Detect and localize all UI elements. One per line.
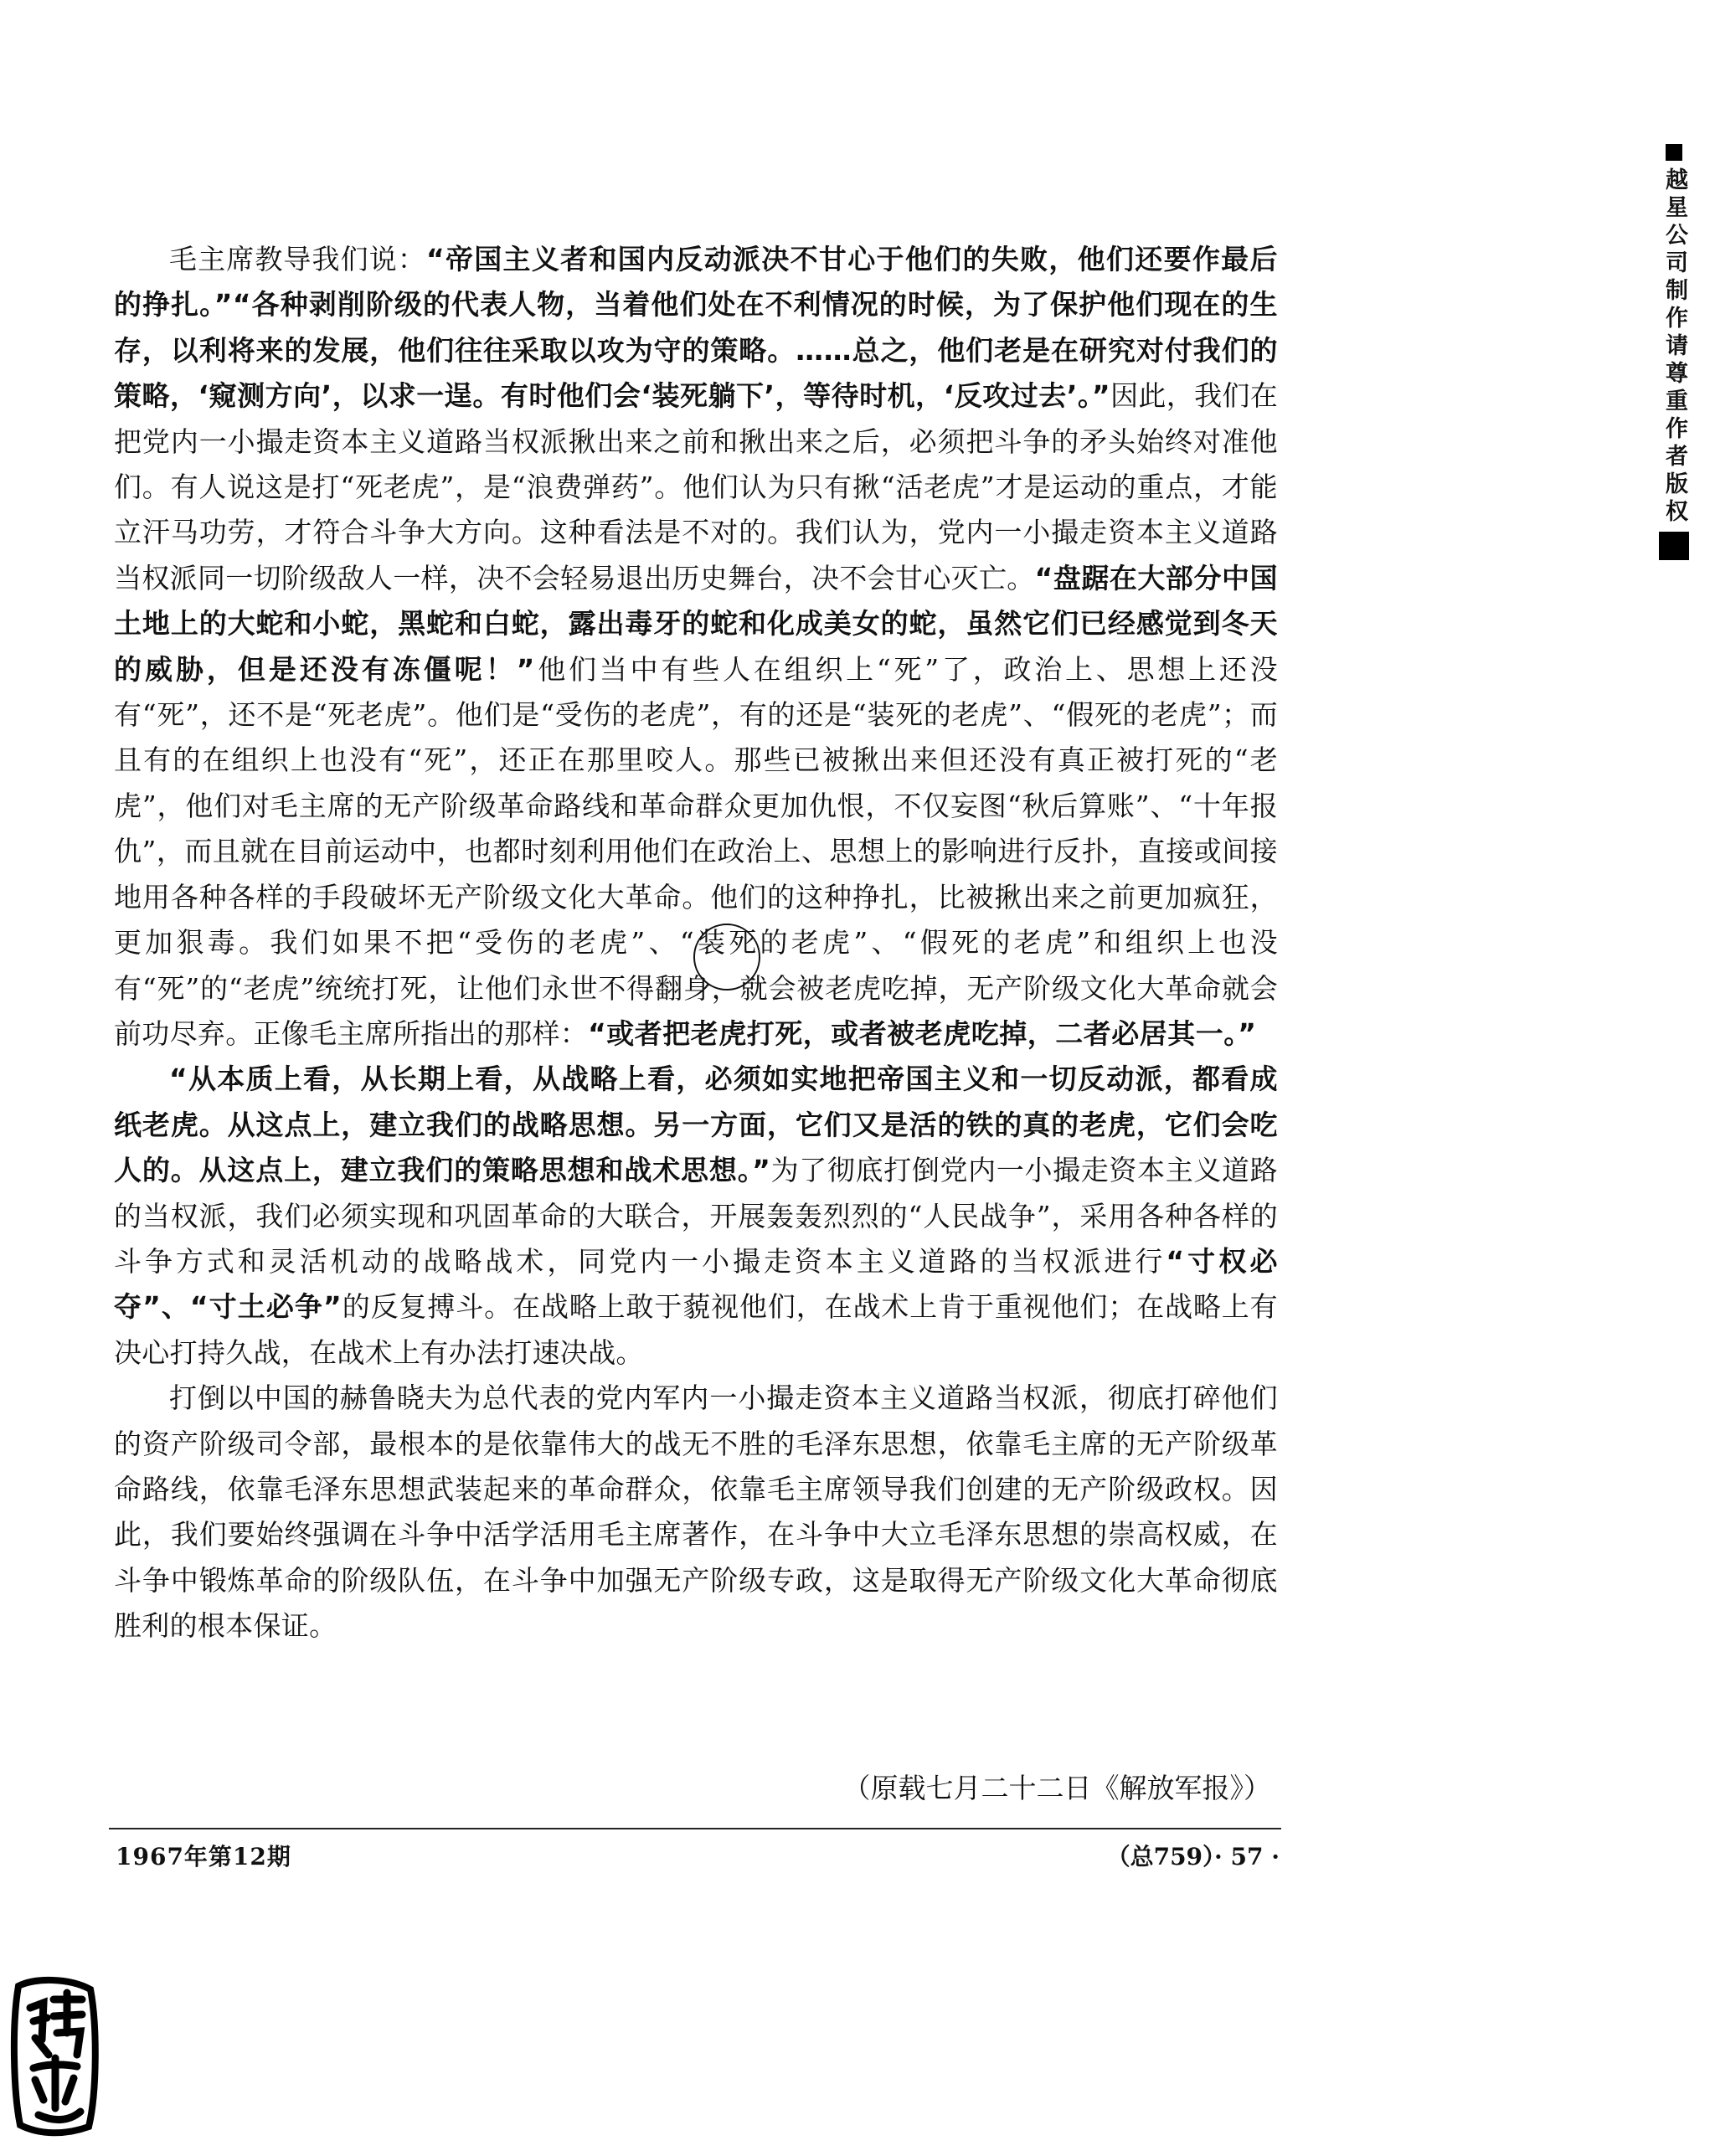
- banner-bottom-mark: [1659, 532, 1689, 560]
- body-text-run: 的反复搏斗。在战略上敢于藐视他们，在战术上肯于重视他们；在战略上有决心打持久战，在战术上有办法打速决战。: [114, 1290, 1278, 1369]
- body-text-run: 打倒以中国的赫鲁晓夫为总代表的党内军内一小撮走资本主义道路当权派，彻底打碎他们的资产阶级司令部，最根本的是依靠伟大的战无不胜的毛泽东思想，依靠毛主席的无产阶级革命路线，依靠毛泽东思想武装起来的革命群众，依靠毛主席领导我们创建的无产阶级政权。因此，我们要始终强调在斗争中活学活用毛主席著作，在斗争中大立毛泽东思想的崇高权威，在斗争中锻炼革命的阶级队伍，在斗争中加强无产阶级专政，这是取得无产阶级文化大革命彻底胜利的根本保证。: [114, 1382, 1278, 1643]
- article-source: （原载七月二十二日《解放军报》）: [842, 1772, 1271, 1804]
- quotation-bold: “帝国主义者和国内反动派决不甘心于他们的失败，他们还要作最后的挣扎。”“各种剥削阶级的代表人物，当着他们处在不利情况的时候，为了保护他们现在的生存，以利将来的发展，他们往往采取以攻为守的策略。……总之，他们老是在研究对付我们的策略，‘窥测方向’，以求一逞。有时他们会‘装死躺下’，等待时机，‘反攻过去’。”: [114, 243, 1278, 413]
- body-text-run: 他们当中有些人在组织上“死”了，政治上、思想上还没有“死”，还不是“死老虎”。他们是“受伤的老虎”，有的还是“装死的老虎”、“假死的老虎”；而且有的在组织上也没有“死”，还正在那里咬人。那些已被揪出来但还没有真正被打死的“老虎”，他们对毛主席的无产阶级革命路线和革命群众更加仇恨，不仅妄图“秋后算账”、“十年报仇”，而且就在目前运动中，也都时刻利用他们在政治上、思想上的影响进行反扑，直接或间接地用各种各样的手段破坏无产阶级文化大革命。他们的这种挣扎，比被揪出来之前更加疯狂，更加狠毒。我们如果不把“受伤的老虎”、“装死的老虎”、“假死的老虎”和组织上也没有“死”的“老虎”统统打死，让他们永世不得翻身，就会被老虎吃掉，无产阶级文化大革命就会前功尽弃。正像毛主席所指出的那样：: [114, 652, 1278, 1050]
- issue-label: 1967年第12期: [116, 1843, 291, 1870]
- seal-stamp: [10, 1974, 100, 2138]
- body-text-run: 毛主席教导我们说：: [169, 243, 426, 275]
- article-paragraph: [114, 1057, 1278, 1376]
- copyright-text: 越星公司制作请尊重作者版权: [1661, 167, 1687, 527]
- page-number: （总759）· 57 ·: [1106, 1843, 1280, 1870]
- article-paragraph: [114, 1376, 1278, 1649]
- article-paragraph: [114, 237, 1278, 1057]
- body-text-run: 因此，我们在把党内一小撮走资本主义道路当权派揪出来之前和揪出来之后，必须把斗争的矛头始终对准他们。有人说这是打“死老虎”，是“浪费弹药”。他们认为只有揪“活老虎”才是运动的重点，才能立汗马功劳，才符合斗争大方向。这种看法是不对的。我们认为，党内一小撮走资本主义道路当权派同一切阶级敌人一样，决不会轻易退出历史舞台，决不会甘心灭亡。: [114, 379, 1278, 594]
- quotation-bold: “或者把老虎打死，或者被老虎吃掉，二者必居其一。”: [588, 1016, 1257, 1050]
- footer-rule: [109, 1828, 1281, 1829]
- quotation-bold: “寸权必夺”、“寸土必争”: [114, 1244, 1278, 1324]
- quotation-bold: “从本质上看，从长期上看，从战略上看，必须如实地把帝国主义和一切反动派，都看成纸老虎。从这点上，建立我们的战略思想。另一方面，它们又是活的铁的真的老虎，它们会吃人的。从这点上，建立我们的策略思想和战术思想。”: [114, 1063, 1278, 1187]
- copyright-vertical-banner: [1656, 144, 1692, 560]
- banner-top-mark: [1666, 144, 1682, 161]
- body-text-run: 为了彻底打倒党内一小撮走资本主义道路的当权派，我们必须实现和巩固革命的大联合，开展轰轰烈烈的“人民战争”，采用各种各样的斗争方式和灵活机动的战略战术，同党内一小撮走资本主义道路的当权派进行: [114, 1154, 1278, 1278]
- pen-circle-mark: [693, 924, 760, 991]
- quotation-bold: “盘踞在大部分中国土地上的大蛇和小蛇，黑蛇和白蛇，露出毒牙的蛇和化成美女的蛇，虽然它们已经感觉到冬天的威胁，但是还没有冻僵呢！”: [114, 561, 1278, 686]
